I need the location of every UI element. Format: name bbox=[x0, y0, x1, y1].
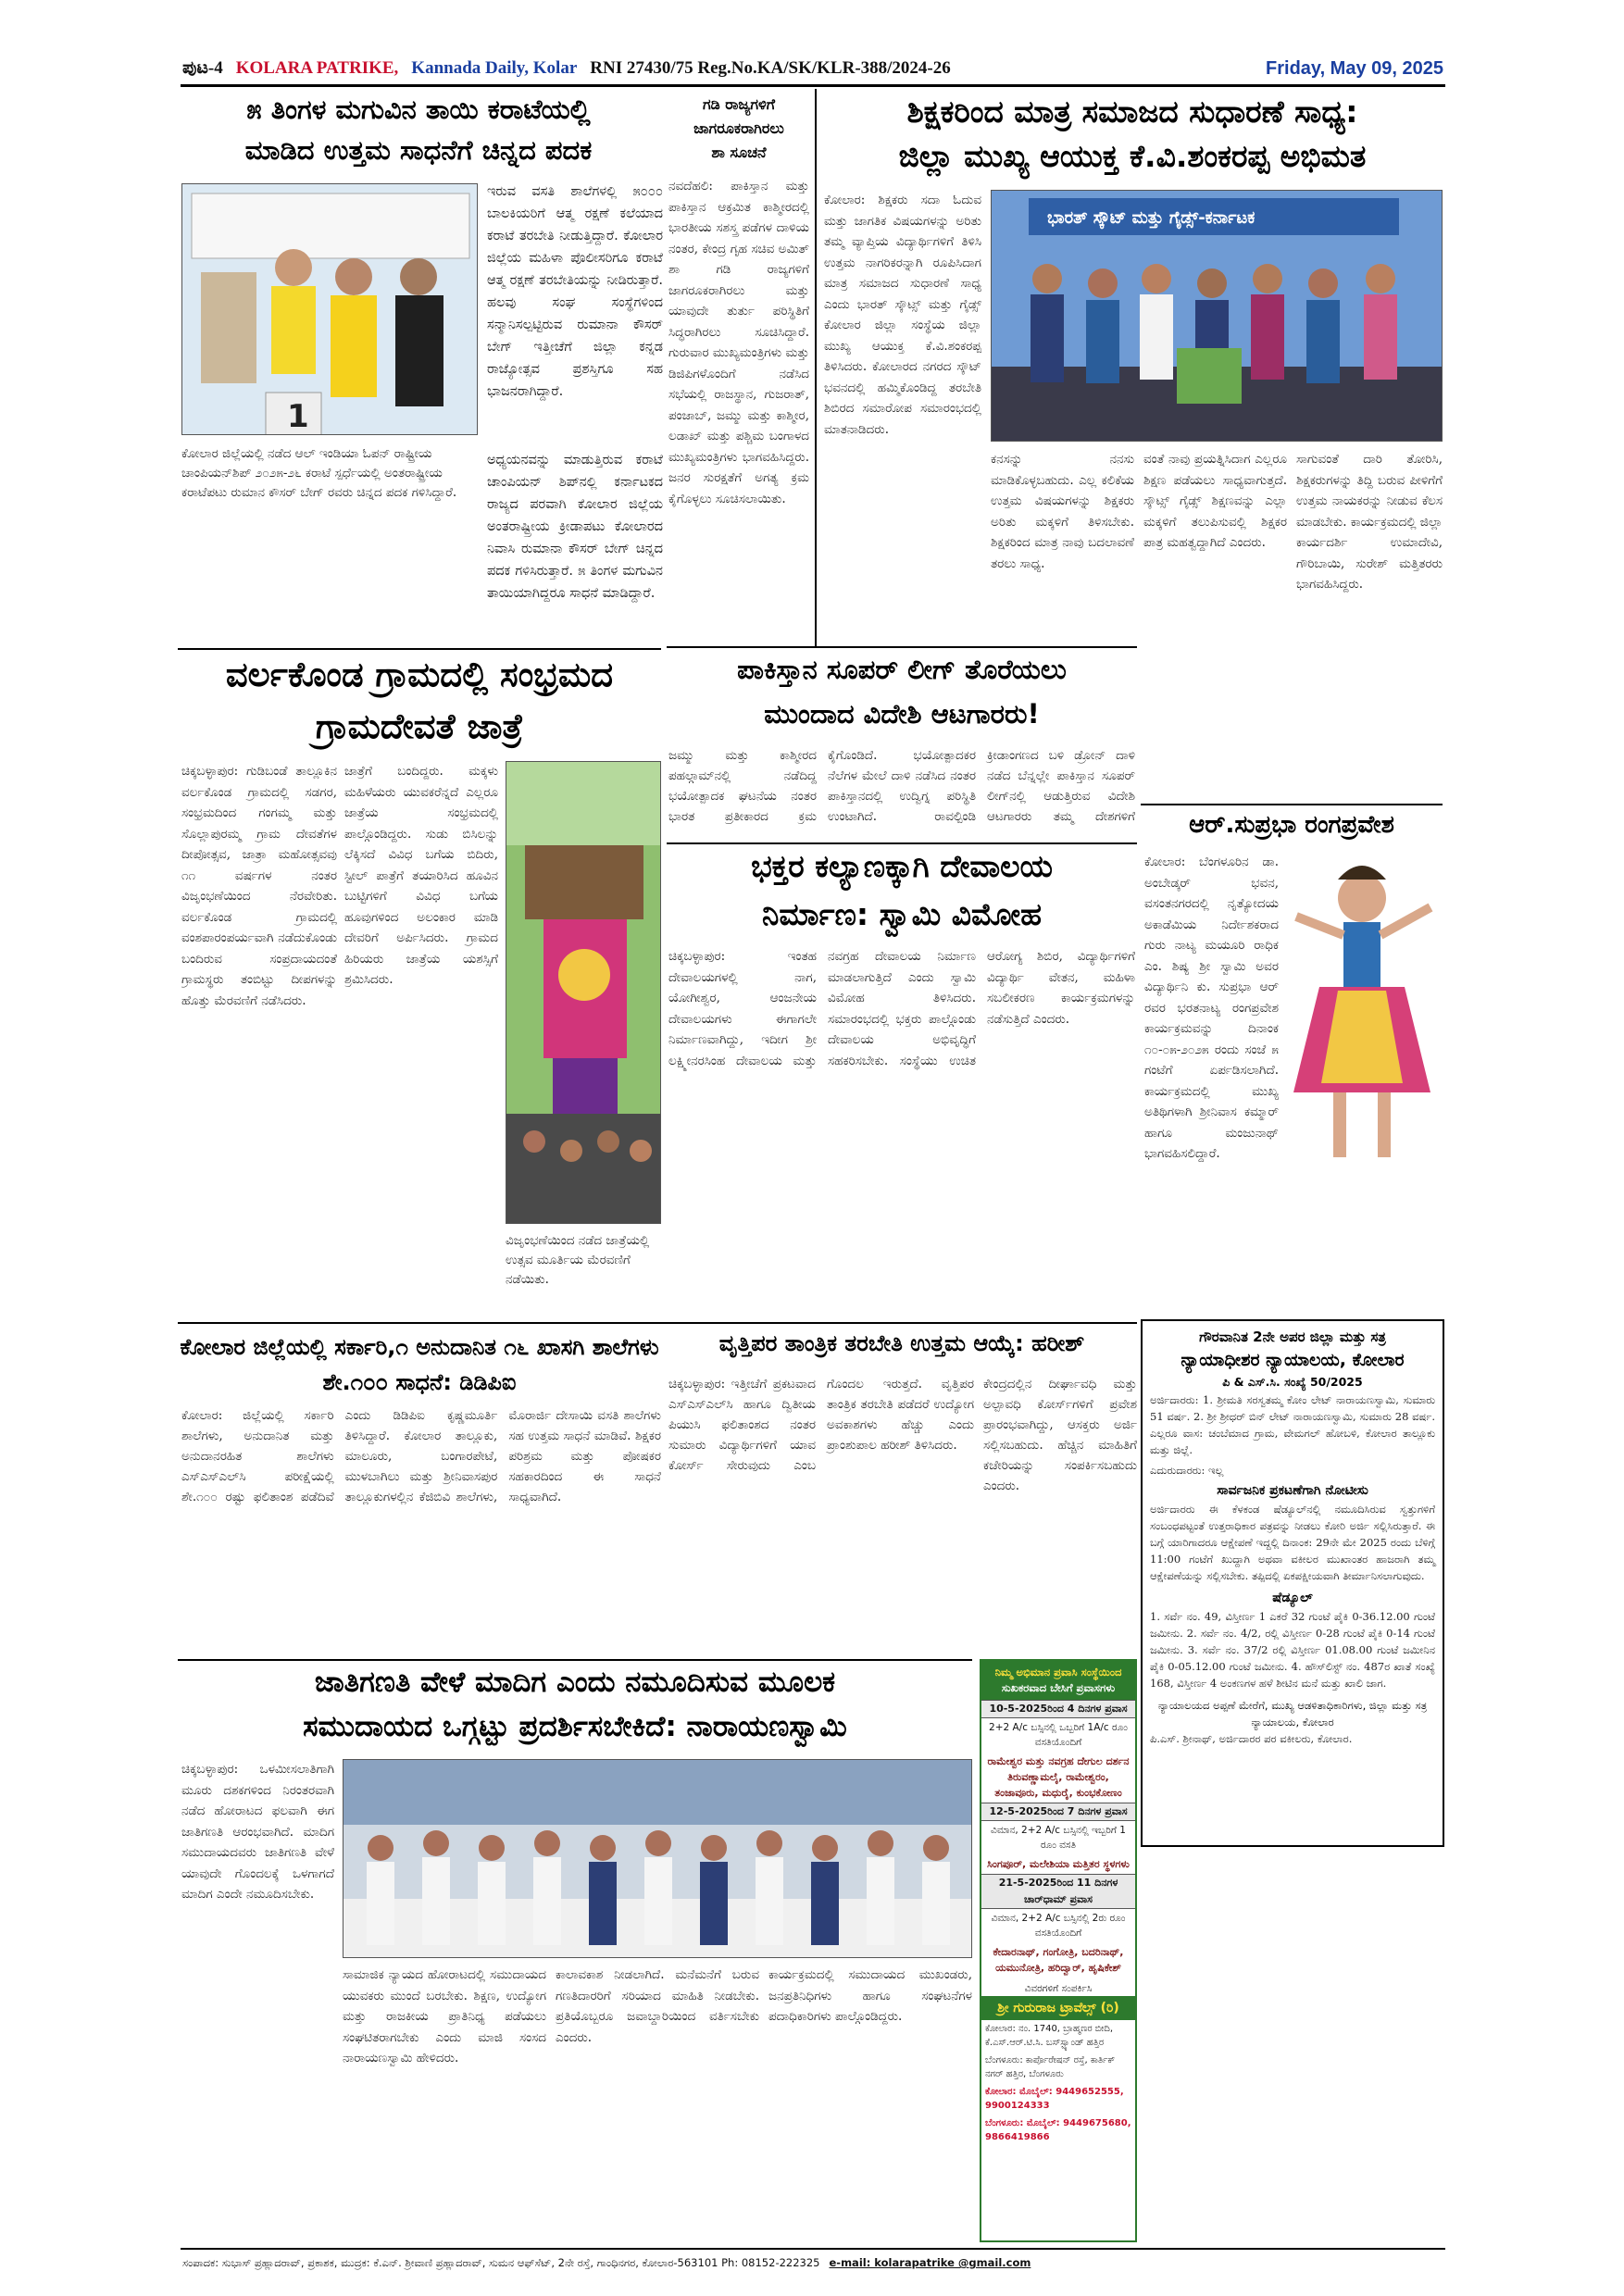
teachers-body-col4: ಸಾಗುವಂತೆ ದಾರಿ ತೋರಿಸಿ, ಶಿಕ್ಷಕರುಗಳನ್ನು ತಿದ್ದಿ ಬರುವ ಪೀಳಿಗೆಗೆ ಉತ್ತಮ ನಾಯಕರನ್ನು ನೀಡುವ ಕೆಲಸ ಮಾಡಬೇಕು. ಕಾರ್ಯಕ್ರಮದಲ್ಲಿ ಜಿಲ್ಲಾ ಕಾರ್ಯದರ್ಶಿ ಉಮಾದೇವಿ, ಗೌರಿಬಾಯಿ, ಸುರೇಶ್ ಮತ್ತಿತರರು ಭಾಗವಹಿಸಿದ್ದರು. bbox=[1296, 452, 1443, 592]
teachers-photo bbox=[991, 190, 1443, 442]
column-rule bbox=[815, 89, 817, 646]
village-headline bbox=[178, 654, 661, 757]
census-top-rule bbox=[178, 1659, 972, 1661]
footer-imprint: ಸಂಪಾದಕ: ಸುಭಾಸ್ ಪ್ರಹ್ಲಾದರಾವ್, ಪ್ರಕಾಶಕ, ಮುದ್ರಕ: ಕೆ.ಎನ್. ಶ್ರೀವಾಣಿ ಪ್ರಹ್ಲಾದರಾವ್, ಸುಮನ ಆಫ್‌ಸೆಟ್, 2ನೇ ರಸ್ತೆ, ಗಾಂಧಿನಗರ, ಕೋಲಾರ-563101 Ph: 08152-222325 bbox=[182, 2255, 820, 2269]
court-signature: ನ್ಯಾಯಾಲಯದ ಅಪ್ಪಣೆ ಮೇರೆಗೆ, ಮುಖ್ಯ ಆಡಳಿತಾಧಿಕಾರಿಗಳು, ಜಿಲ್ಲಾ ಮತ್ತು ಸತ್ರ ನ್ಯಾಯಾಲಯ, ಕೋಲಾರ bbox=[1157, 1699, 1428, 1728]
page-number: ಪುಟ-4 bbox=[182, 58, 223, 78]
dancer-photo bbox=[1282, 852, 1442, 1167]
svg-text:1: 1 bbox=[287, 398, 309, 435]
border-body: ನವದೆಹಲಿ: ಪಾಕಿಸ್ತಾನ ಮತ್ತು ಪಾಕಿಸ್ತಾನ ಆಕ್ರಮಿತ ಕಾಶ್ಮೀರದಲ್ಲಿ ಭಾರತೀಯ ಸಶಸ್ತ್ರ ಪಡೆಗಳ ದಾಳಿಯ ನಂತರ, ಕೇಂದ್ರ ಗೃಹ ಸಚಿವ ಅಮಿತ್ ಶಾ ಗಡಿ ರಾಜ್ಯಗಳಿಗೆ ಜಾಗರೂಕರಾಗಿರಲು ಮತ್ತು ಯಾವುದೇ ತುರ್ತು ಪರಿಸ್ಥಿತಿಗೆ ಸಿದ್ಧರಾಗಿರಲು ಸೂಚಿಸಿದ್ದಾರೆ. ಗುರುವಾರ ಮುಖ್ಯಮಂತ್ರಿಗಳು ಮತ್ತು ಡಿಜಿಪಿಗಳೊಂದಿಗೆ ನಡೆಸಿದ ಸಭೆಯಲ್ಲಿ ರಾಜಸ್ಥಾನ, ಗುಜರಾತ್, ಪಂಜಾಬ್, ಜಮ್ಮು ಮತ್ತು ಕಾಶ್ಮೀರ, ಲಡಾಖ್ ಮತ್ತು ಪಶ್ಚಿಮ ಬಂಗಾಳದ ಮುಖ್ಯಮಂತ್ರಿಗಳು ಭಾಗವಹಿಸಿದ್ದರು. ಜನರ ಸುರಕ್ಷತೆಗೆ ಅಗತ್ಯ ಕ್ರಮ ಕೈಗೊಳ್ಳಲು ಸೂಚಿಸಲಾಯಿತು. bbox=[668, 179, 809, 506]
court-notice-heading: ಸಾರ್ವಜನಿಕ ಪ್ರಕಟಣೆಗಾಗಿ ನೋಟೀಸು bbox=[1217, 1483, 1368, 1498]
vocational-headline: ವೃತ್ತಿಪರ ತಾಂತ್ರಿಕ ತರಬೇತಿ ಉತ್ತಮ ಆಯ್ಕೆ: ಹರೀಶ್ bbox=[718, 1330, 1085, 1356]
travel-address-kolar: ಕೋಲಾರ: ನಂ. 1740, ಬ್ರಾಹ್ಮಣರ ಬೀದಿ, ಕೆ.ಎಸ್.ಆರ್.ಟಿ.ಸಿ. ಬಸ್‌ಸ್ಟ್ಯಾಂಡ್ ಹತ್ತಿರ bbox=[985, 2024, 1114, 2048]
travel-tour2-places: ಸಿಂಗಪೂರ್, ಮಲೇಶಿಯಾ ಮತ್ತಿತರ ಸ್ಥಳಗಳು bbox=[987, 1858, 1130, 1870]
court-notice-title1: ಗೌರವಾನಿತ 2ನೇ ಅಪರ ಜಿಲ್ಲಾ ಮತ್ತು ಸತ್ರ bbox=[1199, 1329, 1386, 1345]
court-notice bbox=[1141, 1319, 1444, 1847]
vocational-body-col1: ಚಿಕ್ಕಬಳ್ಳಾಪುರ: ಇತ್ತೀಚೆಗೆ ಪ್ರಕಟವಾದ ಎಸ್‌ಎಸ್‌ಎಲ್‌ಸಿ ಹಾಗೂ ದ್ವಿತೀಯ ಪಿಯುಸಿ ಫಲಿತಾಂಶದ ನಂತರ ಸುಮಾರು ವಿದ್ಯಾರ್ಥಿಗಳಿಗೆ ಯಾವ ಕೋರ್ಸ್ ಸೇರುವುದು ಎಂಬ ಗೊಂದಲ ಇರುತ್ತದೆ. ವೃತ್ತಿಪರ ತಾಂತ್ರಿಕ ತರಬೇತಿ ಪಡೆದರೆ ಉದ್ಯೋಗ ಅವಕಾಶಗಳು ಹೆಚ್ಚು ಎಂದು ಪ್ರಾಂಶುಪಾಲ ಹರೀಶ್ ತಿಳಿಸಿದರು. bbox=[668, 1377, 974, 1473]
travel-phone-kolar: ಕೋಲಾರ: ಮೊಬೈಲ್: 9449652555, 9900124333 bbox=[985, 2087, 1124, 2111]
census-body-col1: ಚಿಕ್ಕಬಳ್ಳಾಪುರ: ಒಳಮೀಸಲಾತಿಗಾಗಿ ಮೂರು ದಶಕಗಳಿಂದ ನಿರಂತರವಾಗಿ ನಡೆದ ಹೋರಾಟದ ಫಲವಾಗಿ ಈಗ ಜಾತಿಗಣತಿ ಆರಂಭವಾಗಿದೆ. ಮಾದಿಗ ಸಮುದಾಯದವರು ಜಾತಿಗಣತಿ ವೇಳೆ ಯಾವುದೇ ಗೊಂದಲಕ್ಕೆ ಒಳಗಾಗದೆ ಮಾದಿಗ ಎಂದೇ ನಮೂದಿಸಬೇಕು. bbox=[181, 1762, 334, 1902]
census-photo bbox=[343, 1759, 972, 1958]
karate-headline bbox=[178, 93, 659, 174]
psl-top-rule bbox=[667, 646, 1137, 648]
travel-phone-bengaluru: ಬೆಂಗಳೂರು: ಮೊಬೈಲ್: 9449675680, 9866419866 bbox=[985, 2118, 1131, 2142]
village-photo bbox=[506, 761, 661, 1224]
travel-ad bbox=[980, 1659, 1137, 2242]
village-body-col2: ಜಾತ್ರೆಗೆ ಬಂದಿದ್ದರು. ಮಕ್ಕಳು ಮಹಿಳೆಯರು ಯುವಕರೆನ್ನದೆ ಎಲ್ಲರೂ ಜಾತ್ರೆಯ ಸಂಭ್ರಮದಲ್ಲಿ ಪಾಲ್ಗೊಂಡಿದ್ದರು. ಸುಡು ಬಿಸಿಲನ್ನು ಲೆಕ್ಕಿಸದೆ ವಿವಿಧ ಬಗೆಯ ಬಿದಿರು, ಸ್ಟೀಲ್ ಪಾತ್ರೆಗೆ ತಯಾರಿಸಿದ ಹೂವಿನ ಬುಟ್ಟಿಗಳಿಗೆ ವಿವಿಧ ಬಗೆಯ ಹೂವುಗಳಿಂದ ಅಲಂಕಾರ ಮಾಡಿ ದೇವರಿಗೆ ಅರ್ಪಿಸಿದರು. ಗ್ರಾಮದ ಹಿರಿಯರು ಜಾತ್ರೆಯ ಯಶಸ್ಸಿಗೆ ಶ್ರಮಿಸಿದರು. bbox=[344, 764, 498, 987]
travel-tour2-details: ವಿಮಾನ, 2+2 A/c ಬಸ್ಸಿನಲ್ಲಿ ಇಬ್ಬರಿಗೆ 1 ರೂಂ ವಸತಿ bbox=[991, 1825, 1126, 1851]
court-advocate: ಪಿ.ಎಸ್. ಶ್ರೀನಾಥ್, ಅರ್ಜಿದಾರರ ಪರ ವಕೀಲರು, ಕೋಲಾರ. bbox=[1150, 1732, 1353, 1745]
census-headline-line1: ಜಾತಿಗಣತಿ ವೇಳೆ ಮಾದಿಗ ಎಂದು ನಮೂದಿಸುವ ಮೂಲಕ bbox=[314, 1666, 836, 1699]
court-respondents: ಎದುರುದಾರರು: ಇಲ್ಲ bbox=[1150, 1464, 1224, 1477]
vocational-body-col2: ಕೇಂದ್ರದಲ್ಲಿನ ದೀರ್ಘಾವಧಿ ಮತ್ತು ಅಲ್ಪಾವಧಿ ಕೋರ್ಸ್‌ಗಳಿಗೆ ಪ್ರವೇಶ ಪ್ರಾರಂಭವಾಗಿದ್ದು, ಆಸಕ್ತರು ಅರ್ಜಿ ಸಲ್ಲಿಸಬಹುದು. ಹೆಚ್ಚಿನ ಮಾಹಿತಿಗೆ ಕಚೇರಿಯನ್ನು ಸಂಪರ್ಕಿಸಬಹುದು ಎಂದರು. bbox=[983, 1377, 1137, 1493]
masthead-rule bbox=[181, 84, 1445, 87]
census-body-col4: ಕಾರ್ಯಕ್ರಮದಲ್ಲಿ ಸಮುದಾಯದ ಮುಖಂಡರು, ಜನಪ್ರತಿನಿಧಿಗಳು ಹಾಗೂ ಸಂಘಟನೆಗಳ ಪದಾಧಿಕಾರಿಗಳು ಪಾಲ್ಗೊಂಡಿದ್ದರು. bbox=[768, 1967, 972, 2024]
dance-body: ಕೋಲಾರ: ಬೆಂಗಳೂರಿನ ಡಾ. ಅಂಬೇಡ್ಕರ್ ಭವನ, ವಸಂತನಗರದಲ್ಲಿ ನೃತ್ಯೋದಯ ಅಕಾಡೆಮಿಯ ನಿರ್ದೇಶಕರಾದ ಗುರು ನಾಟ್ಯ ಮಯೂರಿ ರಾಧಿಕ ಎಂ. ಶಿಷ್ಯ ಶ್ರೀ ಸ್ವಾಮಿ ಅವರ ವಿದ್ಯಾರ್ಥಿನಿ ಕು. ಸುಪ್ರಭಾ ಆರ್ ರವರ ಭರತನಾಟ್ಯ ರಂಗಪ್ರವೇಶ ಕಾರ್ಯಕ್ರಮವನ್ನು ದಿನಾಂಕ ೧೦-೦೫-೨೦೨೫ ರಂದು ಸಂಜೆ ೫ ಗಂಟೆಗೆ ಏರ್ಪಡಿಸಲಾಗಿದೆ. ಕಾರ್ಯಕ್ರಮದಲ್ಲಿ ಮುಖ್ಯ ಅತಿಥಿಗಳಾಗಿ ಶ್ರೀನಿವಾಸ ಕಮ್ಮಾರ್ ಹಾಗೂ ಮಂಜುನಾಥ್ ಭಾಗವಹಿಸಲಿದ್ದಾರೆ. bbox=[1144, 855, 1279, 1161]
registration-number: RNI 27430/75 Reg.No.KA/SK/KLR-388/2024-26 bbox=[590, 58, 951, 78]
temple-top-rule bbox=[667, 842, 1137, 844]
psl-headline-line1: ಪಾಕಿಸ್ತಾನ ಸೂಪರ್ ಲೀಗ್ ತೊರೆಯಲು bbox=[737, 654, 1067, 685]
temple-body: ಚಿಕ್ಕಬಳ್ಳಾಪುರ: ಇಂತಹ ದೇವಾಲಯಗಳಲ್ಲಿ ನಾಗ, ಯೋಗೀಶ್ವರ, ಆಂಜನೇಯ ದೇವಾಲಯಗಳು ಈಗಾಗಲೇ ನಿರ್ಮಾಣವಾಗಿದ್ದು, ಇದೀಗ ಶ್ರೀ ಲಕ್ಷ್ಮೀನರಸಿಂಹ ದೇವಾಲಯ ಮತ್ತು ನವಗ್ರಹ ದೇವಾಲಯ ನಿರ್ಮಾಣ ಮಾಡಲಾಗುತ್ತಿದೆ ಎಂದು ಸ್ವಾಮಿ ವಿಮೋಹ ತಿಳಿಸಿದರು. ಸಮಾರಂಭದಲ್ಲಿ ಭಕ್ತರು ಪಾಲ್ಗೊಂಡು ದೇವಾಲಯ ಅಭಿವೃದ್ಧಿಗೆ ಸಹಕರಿಸಬೇಕು. ಸಂಸ್ಥೆಯು ಉಚಿತ ಆರೋಗ್ಯ ಶಿಬಿರ, ವಿದ್ಯಾರ್ಥಿಗಳಿಗೆ ವಿದ್ಯಾರ್ಥಿ ವೇತನ, ಮಹಿಳಾ ಸಬಲೀಕರಣ ಕಾರ್ಯಕ್ರಮಗಳನ್ನು ನಡೆಸುತ್ತಿದೆ ಎಂದರು. bbox=[668, 949, 1135, 1068]
travel-brand: ಶ್ರೀ ಗುರುರಾಜ ಟ್ರಾವೆಲ್ಸ್ (ರಿ) bbox=[981, 1996, 1135, 2020]
travel-contact-label: ವಿವರಗಳಿಗೆ ಸಂಪರ್ಕಿಸಿ bbox=[1024, 1983, 1093, 1994]
karate-headline-line2: ಮಾಡಿದ ಉತ್ತಮ ಸಾಧನೆಗೆ ಚಿನ್ನದ ಪದಕ bbox=[244, 134, 593, 166]
temple-headline-line1: ಭಕ್ತರ ಕಲ್ಯಾಣಕ್ಕಾಗಿ ದೇವಾಲಯ bbox=[751, 848, 1053, 884]
census-headline-line2: ಸಮುದಾಯದ ಒಗ್ಗಟ್ಟು ಪ್ರದರ್ಶಿಸಬೇಕಿದೆ: ನಾರಾಯಣಸ್ವಾಮಿ bbox=[303, 1710, 847, 1743]
court-case-number: ಪಿ & ಎಸ್.ಸಿ. ಸಂಖ್ಯೆ 50/2025 bbox=[1222, 1375, 1363, 1389]
court-notice-title2: ನ್ಯಾಯಾಧೀಶರ ನ್ಯಾಯಾಲಯ, ಕೋಲಾರ bbox=[1181, 1350, 1405, 1370]
schools-top-rule bbox=[178, 1322, 1137, 1324]
teachers-body-col3: ವಂತೆ ನಾವು ಪ್ರಯತ್ನಿಸಿದಾಗ ಎಲ್ಲರೂ ಶಿಕ್ಷಣ ಪಡೆಯಲು ಸಾಧ್ಯವಾಗುತ್ತದೆ. ಸ್ಕೌಟ್ಸ್ ಗೈಡ್ಸ್ ಶಿಕ್ಷಣವನ್ನು ಎಲ್ಲಾ ಮಕ್ಕಳಿಗೆ ತಲುಪಿಸುವಲ್ಲಿ ಶಿಕ್ಷಕರ ಪಾತ್ರ ಮಹತ್ವದ್ದಾಗಿದೆ ಎಂದರು. bbox=[1143, 452, 1287, 550]
teachers-body-col2: ಕನಸನ್ನು ನನಸು ಮಾಡಿಕೊಳ್ಳಬಹುದು. ಎಲ್ಲ ಕಲಿಕೆಯ ಉತ್ತಮ ವಿಷಯಗಳನ್ನು ಶಿಕ್ಷಕರು ಅರಿತು ಮಕ್ಕಳಿಗೆ ತಿಳಿಸಬೇಕು. ಶಿಕ್ಷಕರಿಂದ ಮಾತ್ರ ನಾವು ಬದಲಾವಣೆ ತರಲು ಸಾಧ್ಯ. bbox=[991, 452, 1134, 571]
dance-top-rule bbox=[1141, 804, 1443, 805]
travel-tour1-details: 2+2 A/c ಬಸ್ಸಿನಲ್ಲಿ ಒಬ್ಬರಿಗೆ 1A/c ರೂಂ ವಸತಿಯೊಂದಿಗೆ bbox=[989, 1722, 1128, 1748]
karate-body-col1: ಇರುವ ವಸತಿ ಶಾಲೆಗಳಲ್ಲಿ ೫೦೦೦ ಬಾಲಕಿಯರಿಗೆ ಆತ್ಮ ರಕ್ಷಣೆ ಕಲೆಯಾದ ಕರಾಟೆ ತರಬೇತಿ ನೀಡುತ್ತಿದ್ದಾರೆ. ಕೋಲಾರ ಜಿಲ್ಲೆಯ ಮಹಿಳಾ ಪೊಲೀಸರಿಗೂ ಕರಾಟೆ ಆತ್ಮ ರಕ್ಷಣೆ ತರಬೇತಿಯನ್ನು ನೀಡಿರುತ್ತಾರೆ. ಹಲವು ಸಂಘ ಸಂಸ್ಥೆಗಳಿಂದ ಸನ್ಮಾನಿಸಲ್ಪಟ್ಟಿರುವ ರುಮಾನಾ ಕೌಸರ್ ಬೇಗ್ ಇತ್ತೀಚೆಗೆ ಜಿಲ್ಲಾ ಕನ್ನಡ ರಾಜ್ಯೋತ್ಸವ ಪ್ರಶಸ್ತಿಗೂ ಸಹ ಭಾಜನರಾಗಿದ್ದಾರೆ. bbox=[487, 184, 663, 399]
village-photo-caption: ವಿಜೃಂಭಣೆಯಿಂದ ನಡೆದ ಜಾತ್ರೆಯಲ್ಲಿ ಉತ್ಸವ ಮೂರ್ತಿಯ ಮೆರವಣಿಗೆ ನಡೆಯಿತು. bbox=[506, 1233, 650, 1287]
travel-tour1-date: 10-5-2025ರಿಂದ 4 ದಿನಗಳ ಪ್ರವಾಸ bbox=[981, 1700, 1135, 1718]
schools-headline: ಕೋಲಾರ ಜಿಲ್ಲೆಯಲ್ಲಿ ಸರ್ಕಾರಿ,೧ ಅನುದಾನಿತ ೧೬ ಖಾಸಗಿ ಶಾಲೆಗಳು ಶೇ.೧೦೦ ಸಾಧನೆ: ಡಿಡಿಪಿಐ bbox=[180, 1334, 659, 1395]
census-headline bbox=[178, 1665, 972, 1753]
footer-rule bbox=[181, 2248, 1445, 2250]
census-body-col3: ಕಾಲಾವಕಾಶ ನೀಡಲಾಗಿದೆ. ಮನೆಮನೆಗೆ ಬರುವ ಗಣತಿದಾರರಿಗೆ ಸರಿಯಾದ ಮಾಹಿತಿ ನೀಡಬೇಕು. ಪ್ರತಿಯೊಬ್ಬರೂ ಜವಾಬ್ದಾರಿಯಿಂದ ವರ್ತಿಸಬೇಕು ಎಂದರು. bbox=[556, 1967, 759, 2045]
census-body-col2: ಸಾಮಾಜಿಕ ನ್ಯಾಯದ ಹೋರಾಟದಲ್ಲಿ ಸಮುದಾಯದ ಯುವಕರು ಮುಂದೆ ಬರಬೇಕು. ಶಿಕ್ಷಣ, ಉದ್ಯೋಗ ಮತ್ತು ರಾಜಕೀಯ ಪ್ರಾತಿನಿಧ್ಯ ಪಡೆಯಲು ಸಂಘಟಿತರಾಗಬೇಕು ಎಂದು ಮಾಜಿ ಸಂಸದ ನಾರಾಯಣಸ್ವಾಮಿ ಹೇಳಿದರು. bbox=[343, 1967, 546, 2065]
travel-tour3-date: 21-5-2025ರಿಂದ 11 ದಿನಗಳ ಚಾರ್‌ಧಾಮ್ ಪ್ರವಾಸ bbox=[981, 1874, 1135, 1909]
court-petitioners: ಅರ್ಜಿದಾರರು: 1. ಶ್ರೀಮತಿ ಸರಸ್ವತಮ್ಮ ಕೋಂ ಲೇಟ್ ನಾರಾಯಣಸ್ವಾಮಿ, ಸುಮಾರು 51 ವರ್ಷ. 2. ಶ್ರೀ ಶ್ರೀಧರ್ ಬಿನ್ ಲೇಟ್ ನಾರಾಯಣಸ್ವಾಮಿ, ಸುಮಾರು 28 ವರ್ಷ. ಎಲ್ಲರೂ ವಾಸ: ಚಂಬೆಮಾದ ಗ್ರಾಮ, ವೇಮಗಲ್ ಹೋಬಳಿ, ಕೋಲಾರ ತಾಲ್ಲೂಕು ಮತ್ತು ಜಿಲ್ಲೆ. bbox=[1150, 1393, 1435, 1456]
village-top-rule bbox=[178, 648, 661, 650]
border-headline-line1: ಗಡಿ ರಾಜ್ಯಗಳಿಗೆ bbox=[702, 95, 776, 113]
temple-headline-line2: ನಿರ್ಮಾಣ: ಸ್ವಾಮಿ ವಿಮೋಹ bbox=[762, 896, 1042, 932]
village-body-col1: ಚಿಕ್ಕಬಳ್ಳಾಪುರ: ಗುಡಿಬಂಡೆ ತಾಲ್ಲೂಕಿನ ವರ್ಲಕೊಂಡ ಗ್ರಾಮದಲ್ಲಿ ಸಡಗರ, ಸಂಭ್ರಮದಿಂದ ಗಂಗಮ್ಮ ಮತ್ತು ಸೊಲ್ಲಾಪುರಮ್ಮ ಗ್ರಾಮ ದೇವತೆಗಳ ದೀಪೋತ್ಸವ, ಜಾತ್ರಾ ಮಹೋತ್ಸವವು ೧೧ ವರ್ಷಗಳ ನಂತರ ವಿಜೃಂಭಣೆಯಿಂದ ನೆರವೇರಿತು. ವರ್ಲಕೊಂಡ ಗ್ರಾಮದಲ್ಲಿ ವಂಶಪಾರಂಪರ್ಯವಾಗಿ ನಡೆದುಕೊಂಡು ಬಂದಿರುವ ಸಂಪ್ರದಾಯದಂತೆ ಗ್ರಾಮಸ್ಥರು ತಂಬಿಟ್ಟು ದೀಪಗಳನ್ನು ಹೊತ್ತು ಮೆರವಣಿಗೆ ನಡೆಸಿದರು. bbox=[181, 764, 337, 1008]
court-notice-body: ಅರ್ಜಿದಾರರು ಈ ಕೆಳಕಂಡ ಷೆಡ್ಯೂಲ್‌ನಲ್ಲಿ ನಮೂದಿಸಿರುವ ಸ್ವತ್ತುಗಳಿಗೆ ಸಂಬಂಧಪಟ್ಟಂತೆ ಉತ್ತರಾಧಿಕಾರ ಪತ್ರವನ್ನು ನೀಡಲು ಕೋರಿ ಅರ್ಜಿ ಸಲ್ಲಿಸಿರುತ್ತಾರೆ. ಈ ಬಗ್ಗೆ ಯಾರಿಗಾದರೂ ಆಕ್ಷೇಪಣೆ ಇದ್ದಲ್ಲಿ ದಿನಾಂಕ: 29ನೇ ಮೇ 2025 ರಂದು ಬೆಳಿಗ್ಗೆ 11:00 ಗಂಟೆಗೆ ಖುದ್ದಾಗಿ ಅಥವಾ ವಕೀಲರ ಮುಖಾಂತರ ಹಾಜರಾಗಿ ತಮ್ಮ ಆಕ್ಷೇಪಣೆಯನ್ನು ಸಲ್ಲಿಸಬೇಕು. ತಪ್ಪಿದಲ್ಲಿ ಏಕಪಕ್ಷೀಯವಾಗಿ ತೀರ್ಮಾನಿಸಲಾಗುವುದು. bbox=[1150, 1503, 1435, 1582]
border-headline bbox=[668, 93, 809, 165]
teachers-body-col1: ಕೋಲಾರ: ಶಿಕ್ಷಕರು ಸದಾ ಓದುವ ಮತ್ತು ಜಾಗತಿಕ ವಿಷಯಗಳನ್ನು ಅರಿತು ತಮ್ಮ ವ್ಯಾಪ್ತಿಯ ವಿದ್ಯಾರ್ಥಿಗಳಿಗೆ ತಿಳಿಸಿ ಉತ್ತಮ ನಾಗರಿಕರನ್ನಾಗಿ ರೂಪಿಸಿದಾಗ ಮಾತ್ರ ಸಮಾಜದ ಸುಧಾರಣೆ ಸಾಧ್ಯ ಎಂದು ಭಾರತ್ ಸ್ಕೌಟ್ಸ್ ಮತ್ತು ಗೈಡ್ಸ್ ಕೋಲಾರ ಜಿಲ್ಲಾ ಸಂಸ್ಥೆಯ ಜಿಲ್ಲಾ ಮುಖ್ಯ ಆಯುಕ್ತ ಕೆ.ವಿ.ಶಂಕರಪ್ಪ ತಿಳಿಸಿದರು. ಕೋಲಾರದ ನಗರದ ಸ್ಕೌಟ್ ಭವನದಲ್ಲಿ ಹಮ್ಮಿಕೊಂಡಿದ್ದ ತರಬೇತಿ ಶಿಬಿರದ ಸಮಾರೋಪ ಸಮಾರಂಭದಲ್ಲಿ ಮಾತನಾಡಿದರು. bbox=[824, 193, 981, 437]
travel-ad-header bbox=[981, 1661, 1135, 1700]
karate-photo-caption: ಕೋಲಾರ ಜಿಲ್ಲೆಯಲ್ಲಿ ನಡೆದ ಆಲ್ ಇಂಡಿಯಾ ಓಪನ್ ರಾಷ್ಟ್ರೀಯ ಚಾಂಪಿಯನ್‌ಶಿಪ್ ೨೦೨೫-೨೬ ಕರಾಟೆ ಸ್ಪರ್ಧೆಯಲ್ಲಿ ಅಂತರಾಷ್ಟ್ರೀಯ ಕರಾಟೆಪಟು ರುಮಾನ ಕೌಸರ್ ಬೇಗ್ ರವರು ಚಿನ್ನದ ಪದಕ ಗಳಿಸಿದ್ದಾರೆ. bbox=[181, 446, 457, 500]
footer-email[interactable]: e-mail: kolarapatrike @gmail.com bbox=[829, 2256, 1031, 2269]
travel-tour3-details: ವಿಮಾನ, 2+2 A/c ಬಸ್ಸಿನಲ್ಲಿ 2ರು ರೂಂ ವಸತಿಯೊಂದಿಗೆ bbox=[991, 1913, 1126, 1939]
travel-ad-header1: ನಿಮ್ಮ ಅಭಿಮಾನ ಪ್ರವಾಸಿ ಸಂಸ್ಥೆಯಿಂದ bbox=[994, 1666, 1122, 1678]
village-headline-line2: ಗ್ರಾಮದೇವತೆ ಜಾತ್ರೆ bbox=[315, 706, 524, 746]
travel-ad-header2: ಸುಖಕರವಾದ ಬೇಸಿಗೆ ಪ್ರವಾಸಗಳು bbox=[1001, 1681, 1116, 1694]
psl-headline bbox=[668, 653, 1135, 742]
travel-tour2-date: 12-5-2025ರಿಂದ 7 ದಿನಗಳ ಪ್ರವಾಸ bbox=[981, 1803, 1135, 1821]
issue-date: Friday, May 09, 2025 bbox=[1266, 57, 1443, 79]
paper-name: KOLARA PATRIKE, bbox=[235, 58, 399, 78]
dance-headline: ಆರ್.ಸುಪ್ರಭಾ ರಂಗಪ್ರವೇಶ bbox=[1189, 811, 1394, 839]
court-schedule-body: 1. ಸರ್ವೆ ನಂ. 49, ವಿಸ್ತೀರ್ಣ 1 ಎಕರೆ 32 ಗುಂಟೆ ಪೈಕಿ 0-36.12.00 ಗುಂಟೆ ಜಮೀನು. 2. ಸರ್ವೆ ನಂ. 4/2, ರಲ್ಲಿ ವಿಸ್ತೀರ್ಣ 0-28 ಗುಂಟೆ ಪೈಕಿ 0-14 ಗುಂಟೆ ಜಮೀನು. 3. ಸರ್ವೆ ನಂ. 37/2 ರಲ್ಲಿ ವಿಸ್ತೀರ್ಣ 01.08.00 ಗುಂಟೆ ಜಮೀನಿನ ಪೈಕಿ 0-05.12.00 ಗುಂಟೆ ಜಮೀನು. 4. ಹೌಸ್‌ಲಿಸ್ಟ್ ನಂ. 487ರ ಖಾತೆ ಸಂಖ್ಯೆ 168, ವಿಸ್ತೀರ್ಣ 4 ಅಂಕಣಗಳ ಹಳೆ ಶೀಟಿನ ಮನೆ ಮತ್ತು ಖಾಲಿ ಜಾಗ. bbox=[1150, 1610, 1435, 1690]
village-headline-line1: ವರ್ಲಕೊಂಡ ಗ್ರಾಮದಲ್ಲಿ ಸಂಭ್ರಮದ bbox=[225, 655, 614, 694]
travel-tour1-places: ರಾಮೇಶ್ವರ ಮತ್ತು ನವಗ್ರಹ ದೇಗುಲ ದರ್ಶನ ತಿರುವಣ್ಣಾಮಲೈ, ರಾಮೇಶ್ವರಂ, ತಂಜಾವೂರು, ಮಧುರೈ, ಕುಂಭಕೋಣಂ bbox=[987, 1755, 1130, 1799]
psl-body: ಜಮ್ಮು ಮತ್ತು ಕಾಶ್ಮೀರದ ಪಹಲ್ಗಾಮ್‌ನಲ್ಲಿ ನಡೆದಿದ್ದ ಭಯೋತ್ಪಾದಕ ಘಟನೆಯ ನಂತರ ಭಾರತ ಪ್ರತೀಕಾರದ ಕ್ರಮ ಕೈಗೊಂಡಿದೆ. ಭಯೋತ್ಪಾದಕರ ನೆಲೆಗಳ ಮೇಲೆ ದಾಳಿ ನಡೆಸಿದ ನಂತರ ಪಾಕಿಸ್ತಾನದಲ್ಲಿ ಉದ್ವಿಗ್ನ ಪರಿಸ್ಥಿತಿ ಉಂಟಾಗಿದೆ. ರಾವಲ್ಪಿಂಡಿ ಕ್ರೀಡಾಂಗಣದ ಬಳಿ ಡ್ರೋನ್ ದಾಳಿ ನಡೆದ ಬೆನ್ನಲ್ಲೇ ಪಾಕಿಸ್ತಾನ ಸೂಪರ್ ಲೀಗ್‌ನಲ್ಲಿ ಆಡುತ್ತಿರುವ ವಿದೇಶಿ ಆಟಗಾರರು ತಮ್ಮ ದೇಶಗಳಿಗೆ bbox=[668, 748, 1135, 824]
karate-photo bbox=[181, 183, 478, 435]
teachers-headline bbox=[822, 93, 1443, 181]
karate-body-col2: ಅಧ್ಯಯನವನ್ನು ಮಾಡುತ್ತಿರುವ ಕರಾಟೆ ಚಾಂಪಿಯನ್ ಶಿಪ್‌ನಲ್ಲಿ ಕರ್ನಾಟಕದ ರಾಜ್ಯದ ಪರವಾಗಿ ಕೋಲಾರ ಜಿಲ್ಲೆಯ ಅಂತರಾಷ್ಟ್ರೀಯ ಕ್ರೀಡಾಪಟು ಕೋಲಾರದ ನಿವಾಸಿ ರುಮಾನಾ ಕೌಸರ್ ಬೇಗ್ ಚಿನ್ನದ ಪದಕ ಗಳಿಸಿರುತ್ತಾರೆ. ೫ ತಿಂಗಳ ಮಗುವಿನ ತಾಯಿಯಾಗಿದ್ದರೂ ಸಾಧನೆ ಮಾಡಿದ್ದಾರೆ. bbox=[487, 453, 663, 601]
border-headline-line2: ಜಾಗರೂಕರಾಗಿರಲು bbox=[693, 119, 784, 137]
teachers-headline-line1: ಶಿಕ್ಷಕರಿಂದ ಮಾತ್ರ ಸಮಾಜದ ಸುಧಾರಣೆ ಸಾಧ್ಯ: bbox=[906, 94, 1358, 130]
travel-tour3-places: ಕೇದಾರನಾಥ್, ಗಂಗೋತ್ರಿ, ಬದರಿನಾಥ್, ಯಮುನೋತ್ರಿ, ಹರಿದ್ವಾರ್, ಹೃಷಿಕೇಶ್ bbox=[993, 1946, 1124, 1974]
teachers-headline-line2: ಜಿಲ್ಲಾ ಮುಖ್ಯ ಆಯುಕ್ತ ಕೆ.ವಿ.ಶಂಕರಪ್ಪ ಅಭಿಮತ bbox=[898, 138, 1367, 174]
travel-address-bengaluru: ಬೆಂಗಳೂರು: ಕಾರ್ಪೊರೇಷನ್ ರಸ್ತೆ, ಕಾರ್ತಿಕ್ ನಗರ್ ಹತ್ತಿರ, ಬೆಂಗಳೂರು bbox=[985, 2055, 1116, 2079]
schools-body: ಕೋಲಾರ: ಜಿಲ್ಲೆಯಲ್ಲಿ ಸರ್ಕಾರಿ ಶಾಲೆಗಳು, ಅನುದಾನಿತ ಮತ್ತು ಅನುದಾನರಹಿತ ಶಾಲೆಗಳು ಎಸ್‌ಎಸ್‌ಎಲ್‌ಸಿ ಪರೀಕ್ಷೆಯಲ್ಲಿ ಶೇ.೧೦೦ ರಷ್ಟು ಫಲಿತಾಂಶ ಪಡೆದಿವೆ ಎಂದು ಡಿಡಿಪಿಐ ಕೃಷ್ಣಮೂರ್ತಿ ತಿಳಿಸಿದ್ದಾರೆ. ಕೋಲಾರ ತಾಲ್ಲೂಕು, ಮಾಲೂರು, ಬಂಗಾರಪೇಟೆ, ಮುಳಬಾಗಿಲು ಮತ್ತು ಶ್ರೀನಿವಾಸಪುರ ತಾಲ್ಲೂಕುಗಳಲ್ಲಿನ ಕೆಜಿಬಿವಿ ಶಾಲೆಗಳು, ಮೊರಾರ್ಜಿ ದೇಸಾಯಿ ವಸತಿ ಶಾಲೆಗಳು ಸಹ ಉತ್ತಮ ಸಾಧನೆ ಮಾಡಿವೆ. ಶಿಕ್ಷಕರ ಪರಿಶ್ರಮ ಮತ್ತು ಪೋಷಕರ ಸಹಕಾರದಿಂದ ಈ ಸಾಧನೆ ಸಾಧ್ಯವಾಗಿದೆ. bbox=[181, 1408, 661, 1504]
psl-headline-line2: ಮುಂದಾದ ವಿದೇಶಿ ಆಟಗಾರರು! bbox=[764, 698, 1040, 730]
border-headline-line3: ಶಾ ಸೂಚನೆ bbox=[711, 144, 767, 161]
paper-language: Kannada Daily, Kolar bbox=[411, 58, 578, 78]
temple-headline bbox=[668, 847, 1135, 943]
teachers-photo-banner: ಭಾರತ್ ಸ್ಕೌಟ್ ಮತ್ತು ಗೈಡ್ಸ್-ಕರ್ನಾಟಕ bbox=[1047, 208, 1255, 228]
masthead bbox=[182, 54, 1443, 83]
footer bbox=[182, 2252, 1443, 2274]
court-schedule-heading: ಷೆಡ್ಯೂಲ್ bbox=[1272, 1591, 1313, 1605]
karate-headline-line1: ೫ ತಿಂಗಳ ಮಗುವಿನ ತಾಯಿ ಕರಾಟೆಯಲ್ಲಿ bbox=[246, 94, 591, 125]
